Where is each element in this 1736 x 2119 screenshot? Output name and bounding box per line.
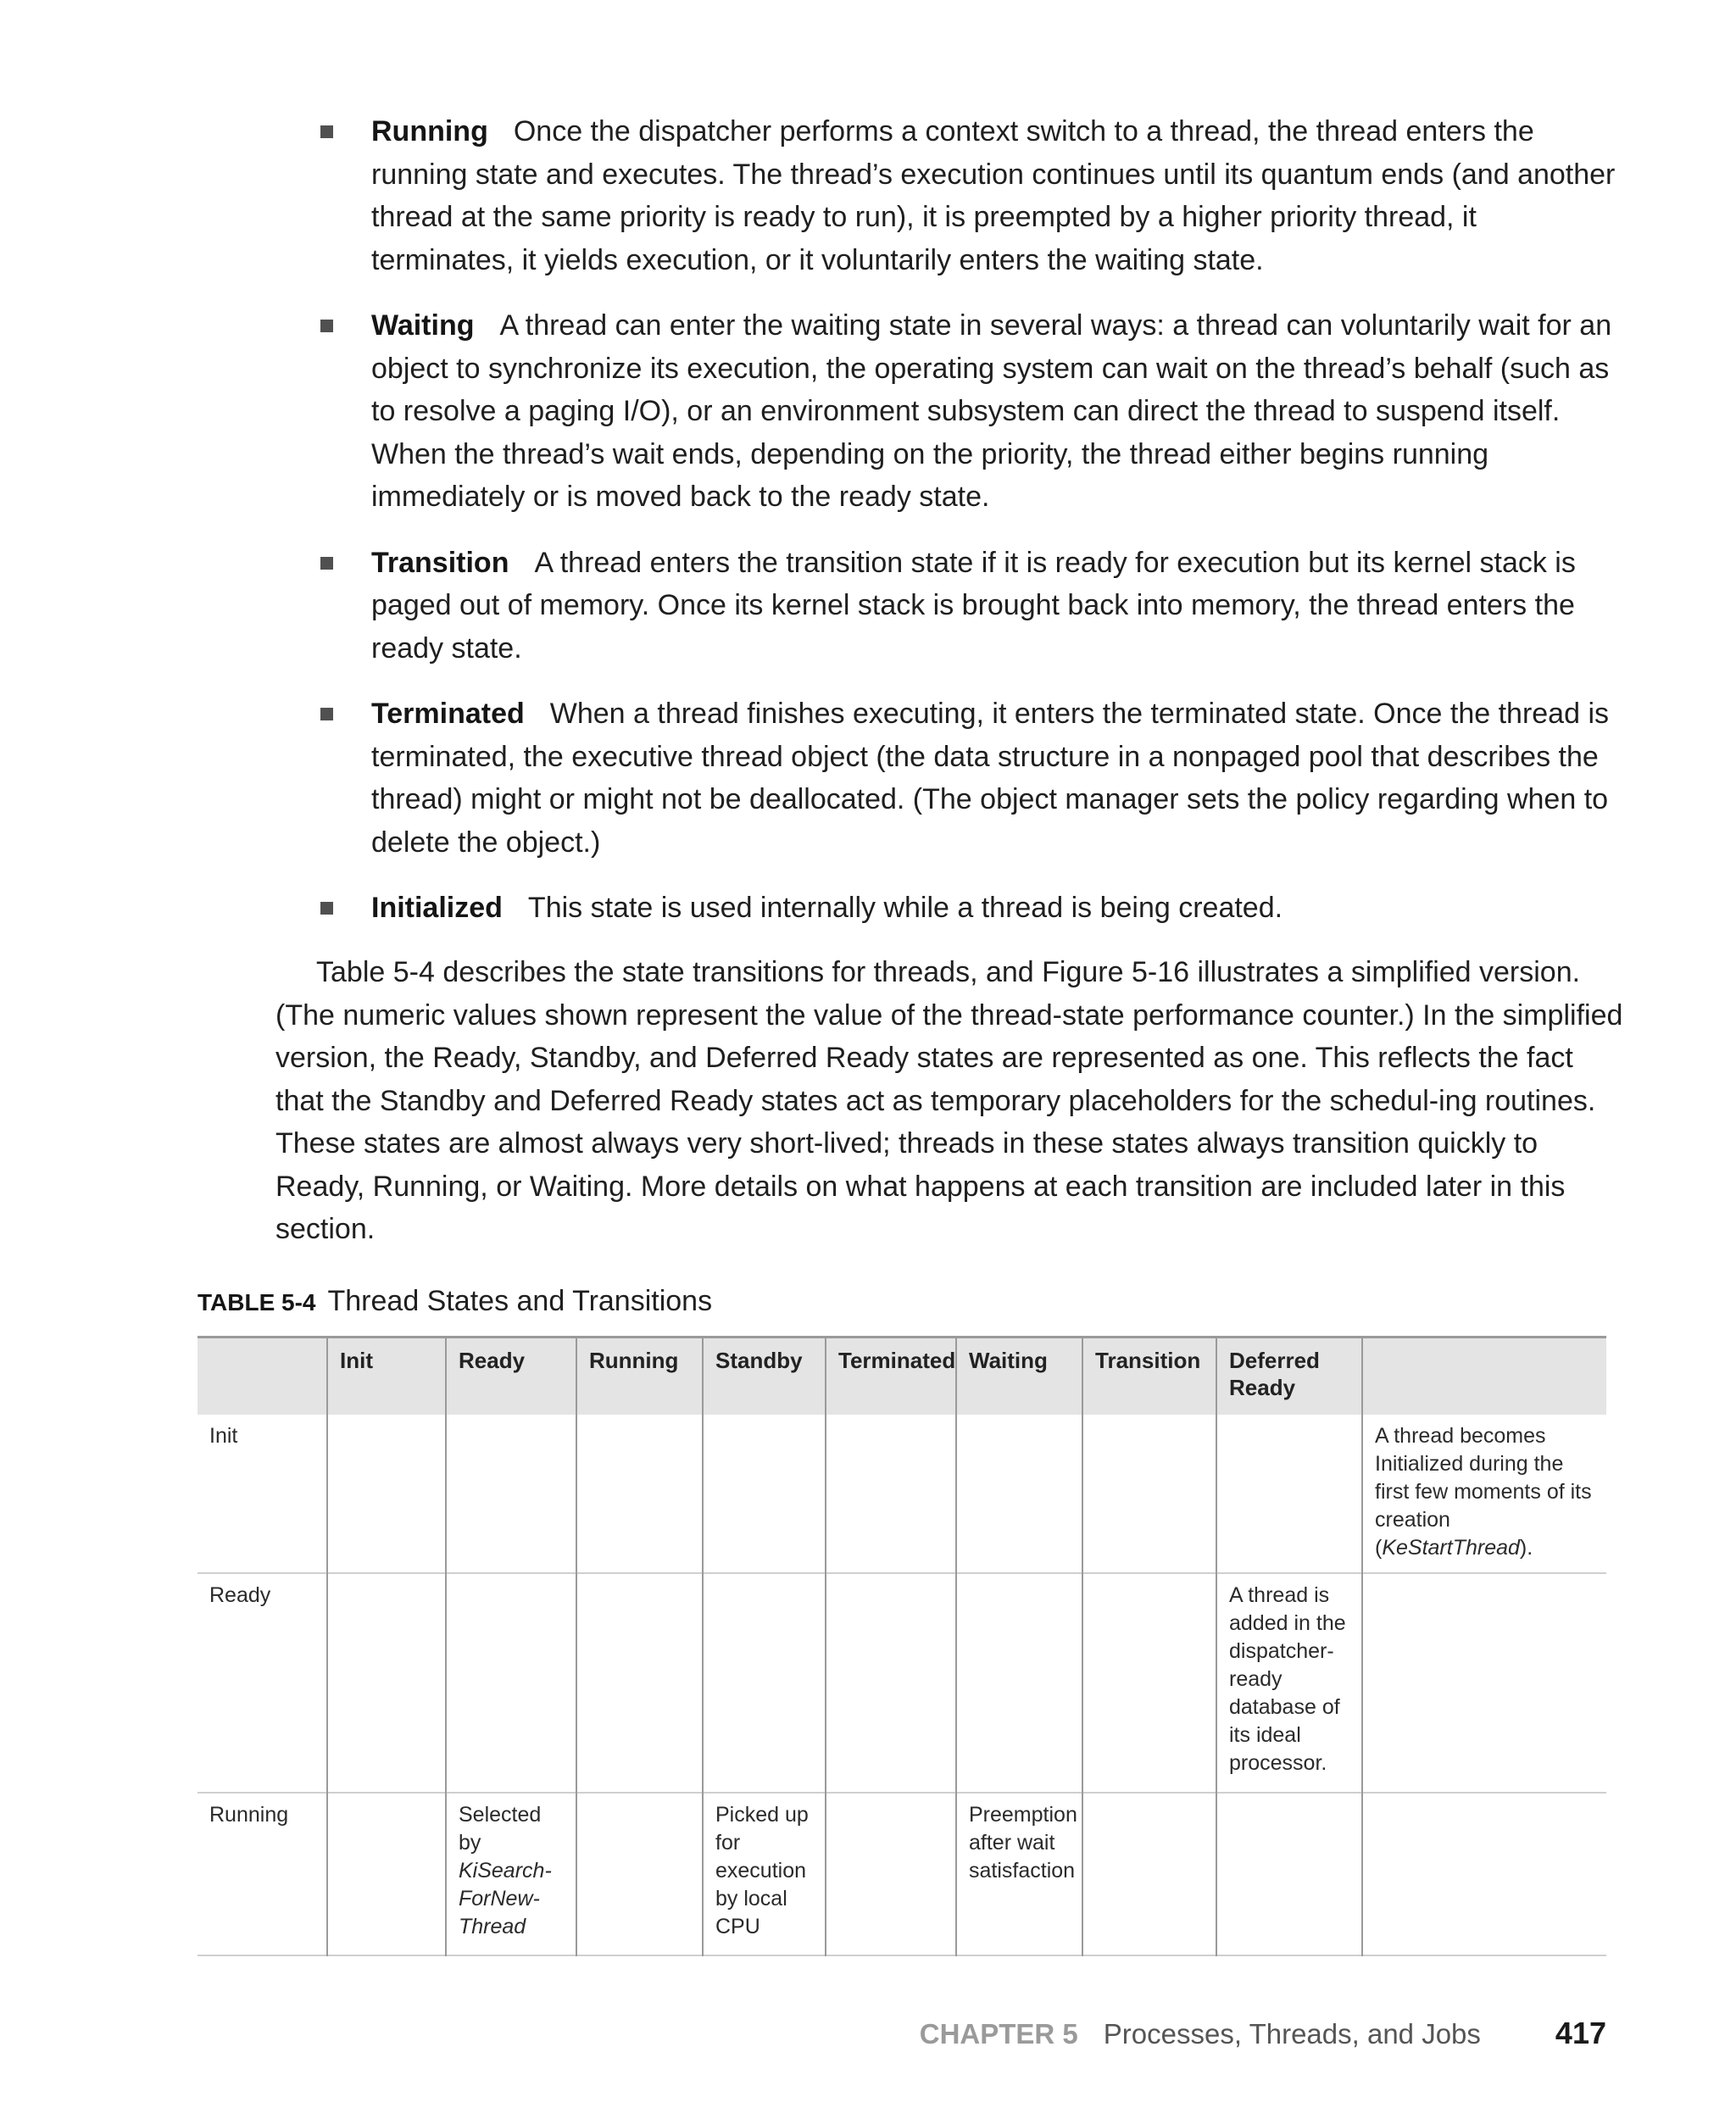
table-cell (327, 1573, 446, 1793)
bullet-term: Running (371, 115, 488, 147)
table-cell (703, 1415, 826, 1573)
bullet-text: When a thread finishes executing, it enters the terminated state. Once the thread is terminated, the executive thread object (the data structure in a nonpaged pool that describes the thread) might or might not be deallocated. (The object manager sets the policy regarding when to delete the object.) (371, 698, 1610, 859)
page-number: 417 (1555, 2016, 1606, 2050)
bullet-square-icon (320, 902, 333, 915)
bullet-square-icon (320, 320, 333, 332)
table-cell (446, 1573, 576, 1793)
footer-chapter: CHAPTER 5 (919, 2018, 1078, 2049)
thread-states-table (198, 1336, 1606, 1956)
bullet-term: Initialized (371, 892, 503, 924)
header-cell (1362, 1338, 1606, 1415)
bullet-text: This state is used internally while a thread is being created. (527, 892, 1283, 924)
table-cell (826, 1573, 956, 1793)
bullet-square-icon (320, 125, 333, 138)
table-label: TABLE 5-4 (198, 1289, 316, 1315)
table-cell (826, 1793, 956, 1955)
table-cell (327, 1793, 446, 1955)
table-cell (576, 1415, 703, 1573)
table-cell: Preemption after wait satisfaction (956, 1793, 1082, 1955)
header-cell: Ready (446, 1338, 576, 1415)
table-cell (327, 1415, 446, 1573)
bullet-text: A thread can enter the waiting state in several ways: a thread can voluntarily wait for an object to synchronize its execution, the operating system can wait on the thread’s behalf (such as to resolve a paging I/O), or an environment subsystem can direct the thread to suspend itself. When the thread’s wait ends, depending on the priority, the thread either begins running immediately or is moved back to the ready state. (371, 309, 1612, 513)
table-cell (1362, 1573, 1606, 1793)
page-footer (920, 2016, 1606, 2051)
header-cell: Waiting (956, 1338, 1082, 1415)
bullet-square-icon (320, 708, 333, 720)
state-bullet-list (314, 110, 1619, 953)
header-cell: Running (576, 1338, 703, 1415)
table-cell (1216, 1415, 1362, 1573)
table-caption (198, 1285, 712, 1318)
table-row (198, 1573, 1606, 1793)
table-cell (1082, 1415, 1216, 1573)
table-cell (446, 1415, 576, 1573)
header-cell (198, 1338, 327, 1415)
cell-text: ). (1519, 1536, 1533, 1560)
bullet-terminated (314, 692, 1619, 864)
table-cell (1362, 1415, 1606, 1573)
table-cell (576, 1573, 703, 1793)
bullet-text: Once the dispatcher performs a context switch to a thread, the thread enters the running state and executes. The thread’s execution continues until its quantum ends (and another thread at the same priority is ready to run), it is preempted by a higher priority thread, it terminates, it yields execution, or it voluntarily enters the waiting state. (371, 115, 1616, 276)
table-cell: Picked up for execution by local CPU (703, 1793, 826, 1955)
table-cell (826, 1415, 956, 1573)
table-row (198, 1793, 1606, 1955)
table-row (198, 1415, 1606, 1573)
table-cell (956, 1573, 1082, 1793)
table-cell (1082, 1573, 1216, 1793)
row-label: Ready (209, 1583, 271, 1607)
table-cell (1362, 1793, 1606, 1955)
body-paragraph: Table 5-4 describes the state transitions for threads, and Figure 5-16 illustrates a simplified version. (The numeric values shown represent the value of the thread-state performance counter.) In the simplified version, the Ready, Standby, and Deferred Ready states are represented as one. This reflects the fact that the Standby and Deferred Ready states act as temporary placeholders for the schedul-ing routines. These states are almost always very short-lived; threads in these states always transition quickly to Ready, Running, or Waiting. More details on what happens at each transition are included later in this section. (275, 956, 1623, 1245)
cell-text: A thread becomes Initialized during the first few moments of its creation ( (1375, 1424, 1592, 1560)
table-cell: A thread is added in the dispatcher-ready database of its ideal processor. (1216, 1573, 1362, 1793)
header-cell: Terminated (826, 1338, 956, 1415)
row-label: Init (209, 1424, 238, 1448)
header-cell: Standby (703, 1338, 826, 1415)
bullet-waiting (314, 304, 1619, 519)
bullet-initialized (314, 887, 1619, 930)
bullet-running (314, 110, 1619, 281)
table-header-row (198, 1338, 1606, 1415)
row-label: Running (209, 1803, 289, 1827)
header-cell: Init (327, 1338, 446, 1415)
table-cell (1082, 1793, 1216, 1955)
cell-italic-text: KiSearch-ForNew-Thread (459, 1859, 552, 1938)
table-cell (1216, 1793, 1362, 1955)
table-cell (956, 1415, 1082, 1573)
bullet-transition (314, 542, 1619, 670)
header-cell: Transition (1082, 1338, 1216, 1415)
table-cell (703, 1573, 826, 1793)
table-title: Thread States and Transitions (327, 1285, 713, 1317)
table-cell (576, 1793, 703, 1955)
bullet-square-icon (320, 557, 333, 570)
table-cell (446, 1793, 576, 1955)
bullet-term: Waiting (371, 309, 475, 342)
cell-italic-text: KeStartThread (1382, 1536, 1520, 1560)
footer-title: Processes, Threads, and Jobs (1103, 2018, 1481, 2049)
bullet-text: A thread enters the transition state if it is ready for execution but its kernel stack is paged out of memory. Once its kernel stack is brought back into memory, the thread enters the ready state. (371, 546, 1576, 665)
cell-text: Selected by (459, 1803, 542, 1855)
bullet-term: Transition (371, 546, 509, 579)
header-cell: Deferred Ready (1216, 1338, 1362, 1415)
bullet-term: Terminated (371, 698, 525, 730)
